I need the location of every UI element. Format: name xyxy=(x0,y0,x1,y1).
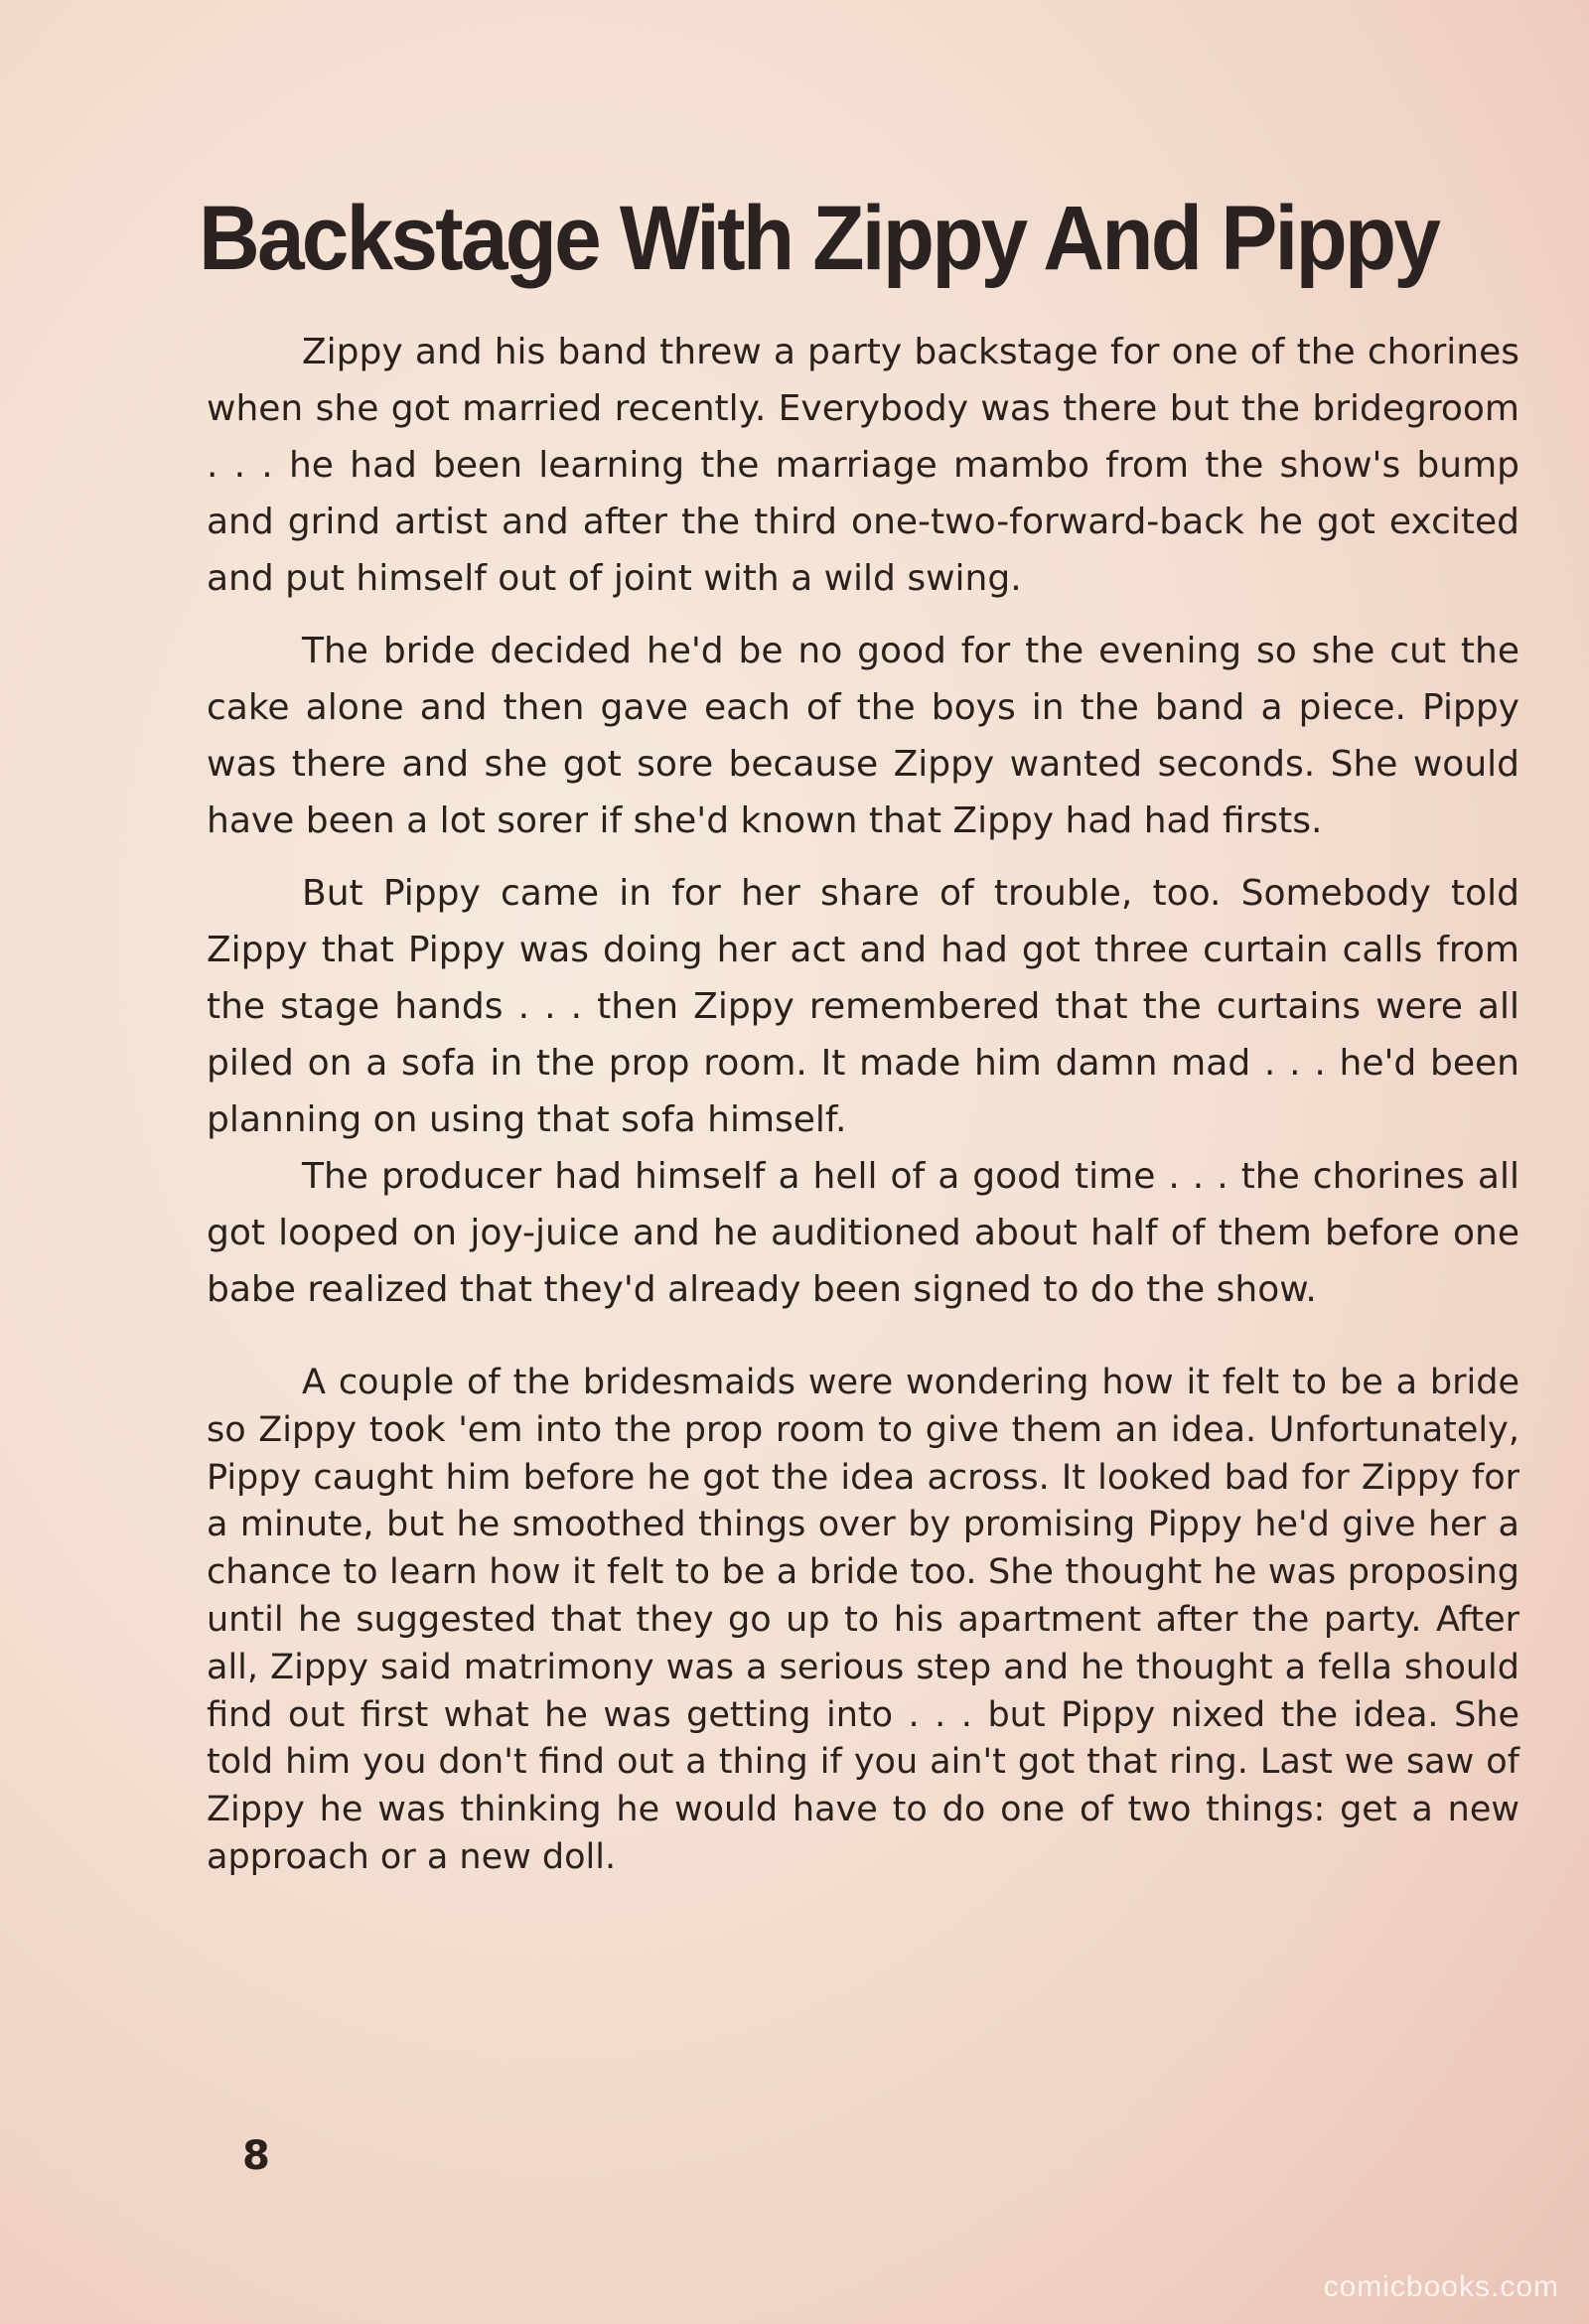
paragraph-4: The producer had himself a hell of a good time . . . the chorines all got looped on joy-juice and he auditioned about half of them before one babe realized that they'd already been signed to do the show. xyxy=(207,1156,1519,1310)
paragraph-1: Zippy and his band threw a party backstage for one of the chorines when she got married recently. Everybody was there but the bridegroom . . . he had been learning the marriage mambo from the show's bump and grind artist and after the third one-two-forward-back he got excited and put himself out of joint with a wild swing. xyxy=(207,332,1519,599)
article-body xyxy=(207,324,1519,1882)
page-number: 8 xyxy=(242,2133,270,2179)
paragraph-2: The bride decided he'd be no good for the evening so she cut the cake alone and then gave each of the boys in the band a piece. Pippy was there and she got sore because Zippy wanted seconds. She would have been a lot sorer if she'd known that Zippy had had firsts. xyxy=(207,631,1519,841)
paragraph-5: A couple of the bridesmaids were wondering how it felt to be a bride so Zippy took 'em into the prop room to give them an idea. Unfortunately, Pippy caught him before he got the idea across. It looked bad for Zippy for a minute, but he smoothed things over by promising Pippy he'd give her a chance to learn how it felt to be a bride too. She thought he was proposing until he suggested that they go up to his apartment after the party. After all, Zippy said matrimony was a serious step and he thought a fella should find out first what he was getting into . . . but Pippy nixed the idea. She told him you don't find out a thing if you ain't got that ring. Last we saw of Zippy he was thinking he would have to do one of two things: get a new approach or a new doll. xyxy=(207,1363,1519,1877)
watermark: comicbooks.com xyxy=(1323,2270,1559,2303)
paragraph-3: But Pippy came in for her share of trouble, too. Somebody told Zippy that Pippy was doing her act and had got three curtain calls from the stage hands . . . then Zippy remembered that the curtains were all piled on a sofa in the prop room. It made him damn mad . . . he'd been planning on using that sofa himself. xyxy=(207,873,1519,1140)
article-title: Backstage With Zippy And Pippy xyxy=(199,188,1439,289)
